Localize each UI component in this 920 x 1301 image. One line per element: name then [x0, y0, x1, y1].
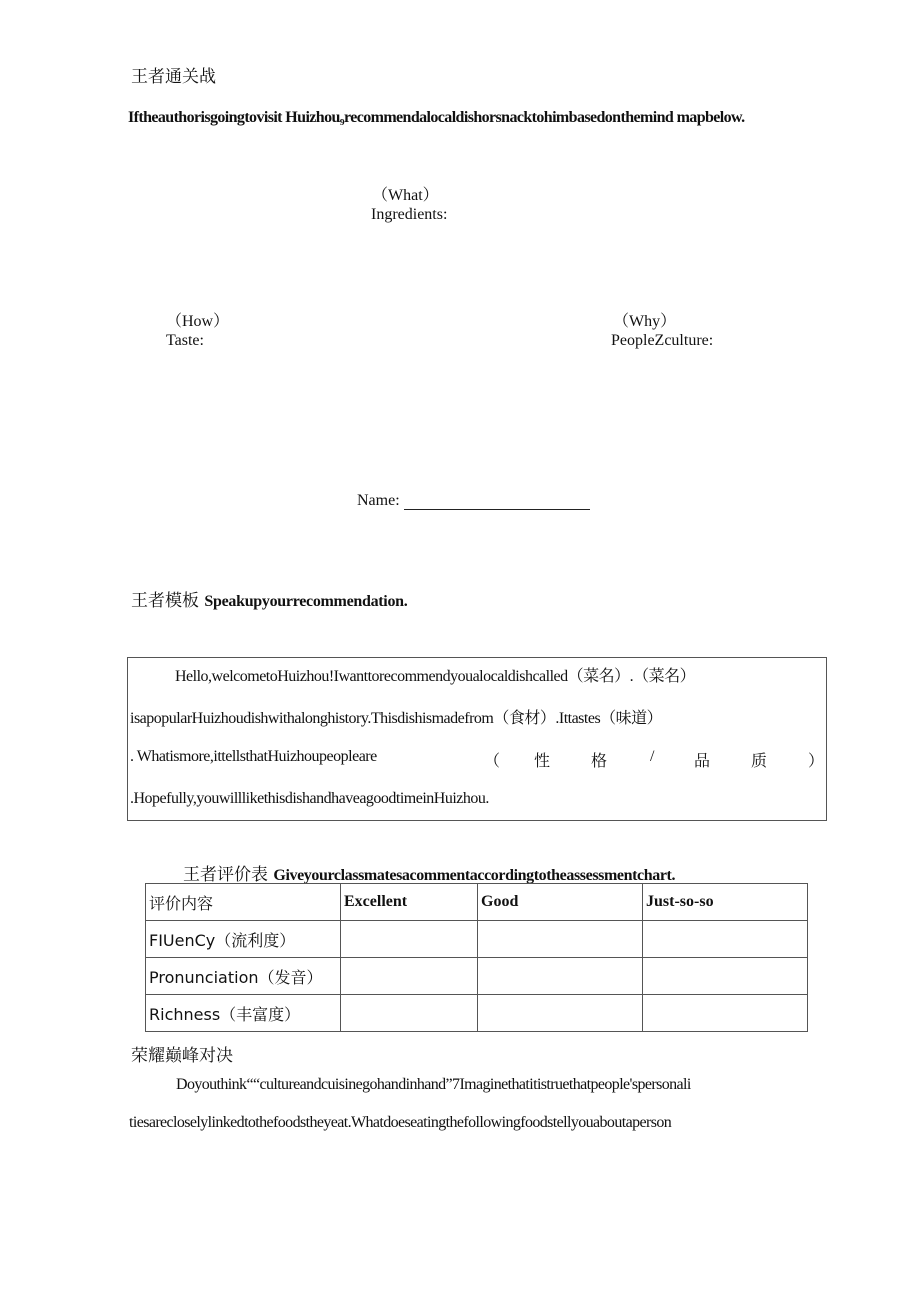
rating-cell[interactable] — [341, 921, 478, 958]
header-just-so-so: Just-so-so — [643, 884, 808, 921]
criteria-richness: Richness（丰富度） — [146, 995, 341, 1032]
section2-title-cn: 王者模板 — [131, 591, 199, 611]
template-line-2: isapopularHuizhoudishwithalonghistory.Thisdishismadefrom（食材）.Ittastes（味道） — [130, 710, 663, 727]
discussion-paragraph-line-2: tiesarecloselylinkedtothefoodstheyeat.Whatdoeseatingthefollowingfoodstellyouaboutaperson — [129, 1114, 672, 1131]
section-title-level-3 — [183, 860, 675, 885]
template-line-1: Hello,welcometoHuizhou!Iwanttorecommendyoualocaldishcalled（菜名）.（菜名） — [175, 668, 696, 685]
name-label: Name: — [357, 492, 400, 509]
rating-cell[interactable] — [341, 995, 478, 1032]
gap-char: 品 — [694, 753, 711, 770]
rating-cell[interactable] — [643, 921, 808, 958]
section3-title-en: Giveyourclassmatesacommentaccordingtotheassessmentchart. — [273, 867, 676, 884]
gap-char: 性 — [534, 753, 551, 770]
criteria-pronunciation: Pronunciation（发音） — [146, 958, 341, 995]
template-line-4: .Hopefully,youwilllikethisdishandhaveagoodtimeinHuizhou. — [130, 790, 489, 807]
rating-cell[interactable] — [341, 958, 478, 995]
rating-cell[interactable] — [478, 995, 643, 1032]
gap-char: ） — [808, 753, 825, 770]
gap-char: 质 — [751, 753, 768, 770]
name-field[interactable] — [357, 492, 590, 510]
header-excellent: Excellent — [341, 884, 478, 921]
table-header-row — [146, 884, 808, 921]
mindmap-how-tag: （How） — [166, 313, 230, 330]
gap-char: 格 — [591, 753, 608, 770]
section-title-level-4: 荣耀巅峰对决 — [131, 1046, 233, 1066]
mindmap-why-tag: （Why） — [613, 313, 677, 330]
assessment-chart — [145, 883, 808, 1032]
name-blank-line[interactable] — [404, 492, 590, 510]
rating-cell[interactable] — [478, 921, 643, 958]
table-row — [146, 958, 808, 995]
section-title-level-2 — [131, 586, 407, 611]
table-row — [146, 921, 808, 958]
rating-cell[interactable] — [478, 958, 643, 995]
mindmap-what-tag: （What） — [372, 187, 439, 204]
header-criteria: 评价内容 — [146, 884, 341, 921]
recommendation-template-box — [127, 657, 827, 821]
mindmap-taste-label: Taste: — [166, 332, 204, 349]
rating-cell[interactable] — [643, 995, 808, 1032]
table-row — [146, 995, 808, 1032]
rating-cell[interactable] — [643, 958, 808, 995]
gap-char: （ — [484, 753, 501, 770]
header-good: Good — [478, 884, 643, 921]
section2-title-en: Speakupyourrecommendation. — [204, 593, 408, 610]
section-title-level-1: 王者通关战 — [131, 67, 216, 87]
task-instruction: Iftheauthorisgoingtovisit Huizhou₉recommendalocaldishorsnacktohimbasedonthemind mapbelow. — [128, 109, 745, 126]
section3-title-cn: 王者评价表 — [183, 865, 268, 885]
template-line-3: . Whatismore,ittellsthatHuizhoupeopleare — [130, 748, 377, 765]
mindmap-people-culture-label: PeopleZculture: — [611, 332, 714, 349]
gap-char: / — [650, 748, 655, 765]
criteria-fluency: FIUenCy（流利度） — [146, 921, 341, 958]
mindmap-ingredients-label: Ingredients: — [371, 206, 448, 223]
discussion-paragraph-line-1: Doyouthink““cultureandcuisinegohandinhand”7Imaginethatitistruethatpeople'spersonali — [176, 1076, 691, 1093]
